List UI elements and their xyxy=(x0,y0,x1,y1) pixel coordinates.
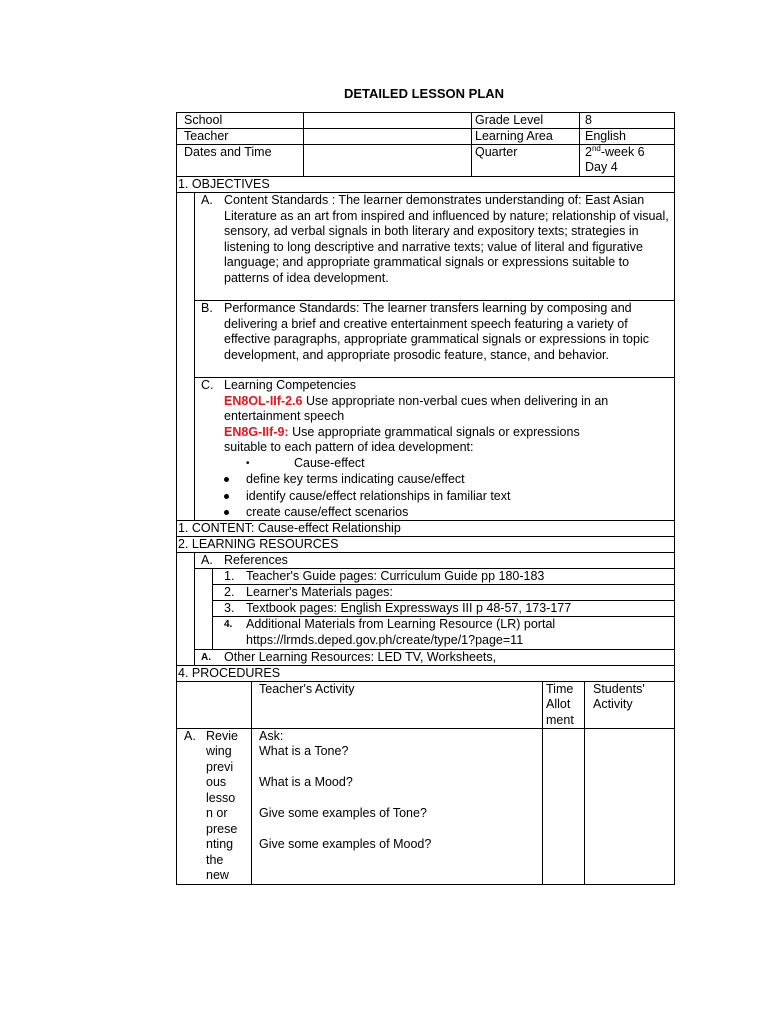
quarter-label: Quarter xyxy=(475,145,518,159)
learning-resources-heading: 2. LEARNING RESOURCES xyxy=(178,537,339,551)
teacher-label: Teacher xyxy=(184,129,229,143)
bullet-icon xyxy=(224,494,229,499)
competency-2-cont: suitable to each pattern of idea development: xyxy=(224,440,474,454)
procedure-a-label-7: prese xyxy=(206,822,238,836)
students-activity-header-1: Students' xyxy=(593,682,645,696)
objective-bullet-1: define key terms indicating cause/effect xyxy=(246,472,465,486)
teacher-activity-line-2: What is a Tone? xyxy=(259,744,349,758)
procedure-a-label-1: Revie xyxy=(206,729,238,743)
school-label: School xyxy=(184,113,223,127)
other-resources-text: Other Learning Resources: LED TV, Worksheets, xyxy=(224,650,497,664)
other-resources-marker: A. xyxy=(201,652,211,663)
objective-bullet-3: create cause/effect scenarios xyxy=(246,505,409,519)
students-activity-header-2: Activity xyxy=(593,697,633,711)
objectives-heading: 1. OBJECTIVES xyxy=(178,177,270,191)
grade-level-label: Grade Level xyxy=(475,113,544,127)
grade-level-value: 8 xyxy=(585,113,592,127)
quarter-day: Day 4 xyxy=(585,160,618,174)
procedure-a-label-9: the xyxy=(206,853,224,867)
teacher-activity-line-8: Give some examples of Mood? xyxy=(259,837,432,851)
learning-area-value: English xyxy=(585,129,626,143)
reference-marker-4: 4. xyxy=(224,619,233,630)
procedure-a-label-5: lesso xyxy=(206,791,236,805)
reference-marker-2: 2. xyxy=(224,585,235,599)
teacher-activity-line-6: Give some examples of Tone? xyxy=(259,806,427,820)
competency-2: EN8G-IIf-9: Use appropriate grammatical signals or expressions xyxy=(224,425,580,439)
cause-effect-label: Cause-effect xyxy=(294,456,365,470)
teachers-activity-header: Teacher's Activity xyxy=(259,682,355,696)
competency-code-1: EN8OL-IIf-2.6 xyxy=(224,394,303,408)
procedure-a-label-8: nting xyxy=(206,837,234,851)
references-heading: References xyxy=(224,553,288,567)
procedures-heading: 4. PROCEDURES xyxy=(178,666,281,680)
learning-competencies-marker: C. xyxy=(201,378,214,392)
bullet-icon xyxy=(224,510,229,515)
content-standards-text: Content Standards : The learner demonstrates understanding of: East Asian Literature as an art from inspired and influenced by nature; relationship of visual, sensory, ad verbal signals in both literary and expository texts; strategies in listening to long descriptive and narrative texts; value of literal and figurative language; and appropriate grammatical signals or expressions suitable to patterns of idea development. xyxy=(224,193,669,285)
reference-marker-1: 1. xyxy=(224,569,235,583)
time-allotment-header-2: Allot xyxy=(546,697,571,711)
content-row: 1. CONTENT: Cause-effect Relationship xyxy=(178,521,401,535)
learning-area-label: Learning Area xyxy=(475,129,553,143)
reference-item-4-url[interactable]: https://lrmds.deped.gov.ph/create/type/1?page=11 xyxy=(246,633,524,647)
competency-code-2: EN8G-IIf-9: xyxy=(224,425,289,439)
learning-competencies-heading: Learning Competencies xyxy=(224,378,357,392)
small-bullet: • xyxy=(246,458,250,469)
content-standards-marker: A. xyxy=(201,193,213,207)
document-title: DETAILED LESSON PLAN xyxy=(343,86,505,101)
time-allotment-header-1: Time xyxy=(546,682,574,696)
reference-item-4: Additional Materials from Learning Resource (LR) portal xyxy=(246,617,556,631)
reference-item-2: Learner's Materials pages: xyxy=(246,585,393,599)
procedure-a-label-2: wing xyxy=(206,744,232,758)
performance-standards-text: Performance Standards: The learner transfers learning by composing and delivering a brief and creative entertainment speech featuring a variety of effective paragraphs, appropriate grammatical signals or expressions in topic development, and appropriate prosodic feature, stance, and behavior. xyxy=(224,301,649,362)
competency-1-cont: entertainment speech xyxy=(224,409,345,423)
bullet-icon xyxy=(224,477,229,482)
time-allotment-header-3: ment xyxy=(546,713,574,727)
procedure-a-label-3: previ xyxy=(206,760,234,774)
teacher-activity-line-4: What is a Mood? xyxy=(259,775,353,789)
objective-bullet-2: identify cause/effect relationships in familiar text xyxy=(246,489,511,503)
procedure-a-label-6: n or xyxy=(206,806,228,820)
performance-standards-marker: B. xyxy=(201,301,213,315)
reference-item-1: Teacher's Guide pages: Curriculum Guide pp 180-183 xyxy=(246,569,545,583)
reference-item-3: Textbook pages: English Expressways III p 48-57, 173-177 xyxy=(246,601,572,615)
reference-marker-3: 3. xyxy=(224,601,235,615)
procedure-a-marker: A. xyxy=(184,729,196,743)
dates-time-label: Dates and Time xyxy=(184,145,272,159)
teacher-activity-line-1: Ask: xyxy=(259,729,284,743)
procedure-a-label-10: new xyxy=(206,868,229,882)
competency-1: EN8OL-IIf-2.6 Use appropriate non-verbal cues when delivering in an xyxy=(224,394,609,408)
procedure-a-label-4: ous xyxy=(206,775,227,789)
quarter-value: 2nd-week 6 xyxy=(585,143,645,159)
references-marker: A. xyxy=(201,553,213,567)
